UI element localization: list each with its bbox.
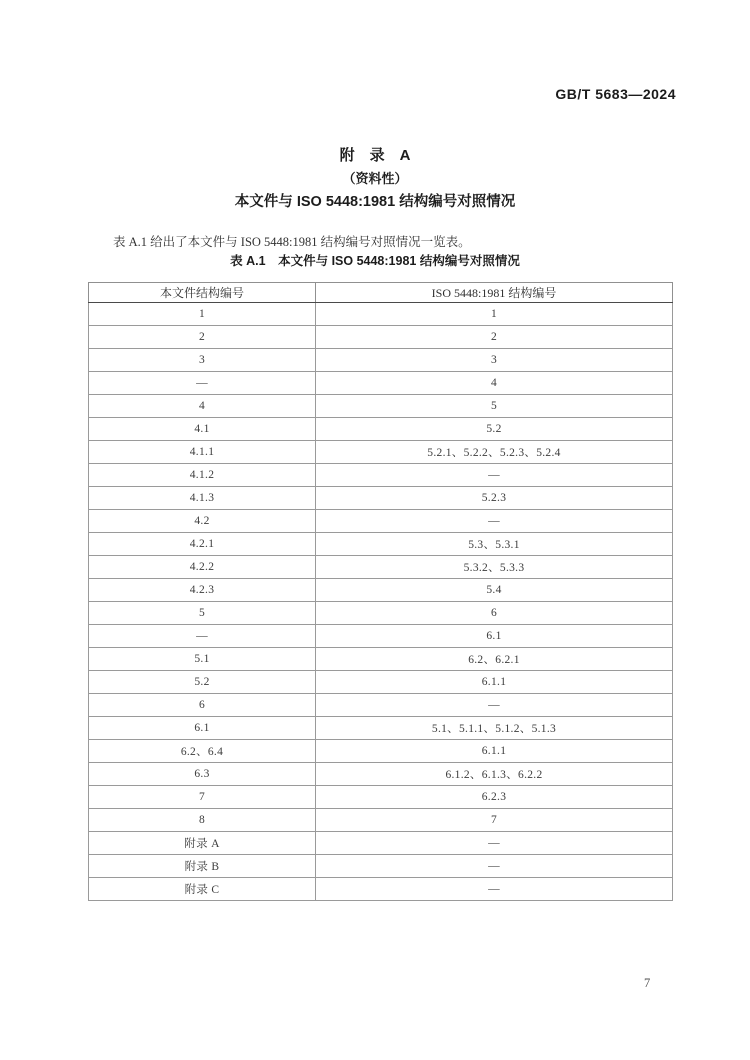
table-cell: 4 — [316, 372, 673, 395]
table-row — [89, 418, 673, 441]
table-cell: 5 — [89, 602, 316, 625]
table-cell: 5.2.1、5.2.2、5.2.3、5.2.4 — [316, 441, 673, 464]
table-cell: — — [316, 510, 673, 533]
table-cell: 4.1.1 — [89, 441, 316, 464]
table-cell: 6.2、6.4 — [89, 740, 316, 763]
table-cell: 6.2、6.2.1 — [316, 648, 673, 671]
table-cell: — — [316, 832, 673, 855]
table-cell: 5.3、5.3.1 — [316, 533, 673, 556]
table-header-row — [89, 283, 673, 303]
table-row — [89, 855, 673, 878]
table-row — [89, 303, 673, 326]
table-cell: — — [316, 855, 673, 878]
table-row — [89, 694, 673, 717]
table-cell: 5 — [316, 395, 673, 418]
table-row — [89, 878, 673, 901]
table-row — [89, 510, 673, 533]
structure-comparison-table — [88, 282, 673, 901]
table-cell: 4.2.3 — [89, 579, 316, 602]
table-cell: 6.1 — [89, 717, 316, 740]
table-row — [89, 740, 673, 763]
table-row — [89, 326, 673, 349]
table-row — [89, 832, 673, 855]
table-cell: — — [316, 694, 673, 717]
table-row — [89, 487, 673, 510]
table-row — [89, 441, 673, 464]
table-cell: 5.1 — [89, 648, 316, 671]
table-cell: 5.2 — [89, 671, 316, 694]
table-caption: 表 A.1 本文件与 ISO 5448:1981 结构编号对照情况 — [230, 254, 520, 268]
column-header-iso: ISO 5448:1981 结构编号 — [316, 283, 673, 303]
table-cell: 4 — [89, 395, 316, 418]
table-cell: 5.2 — [316, 418, 673, 441]
page-number: 7 — [644, 976, 651, 990]
table-row — [89, 464, 673, 487]
appendix-title: 本文件与 ISO 5448:1981 结构编号对照情况 — [234, 194, 516, 210]
table-cell: 6 — [316, 602, 673, 625]
table-cell: — — [89, 372, 316, 395]
table-cell: 1 — [89, 303, 316, 326]
table-cell: 4.1.3 — [89, 487, 316, 510]
table-cell: 1 — [316, 303, 673, 326]
table-row — [89, 809, 673, 832]
table-row — [89, 786, 673, 809]
table-row — [89, 533, 673, 556]
table-cell: 6.1 — [316, 625, 673, 648]
table-cell: 附录 C — [89, 878, 316, 901]
table-cell: 4.1.2 — [89, 464, 316, 487]
table-cell: 4.2 — [89, 510, 316, 533]
table-row — [89, 372, 673, 395]
table-cell: 4.2.1 — [89, 533, 316, 556]
table-cell: 5.3.2、5.3.3 — [316, 556, 673, 579]
column-header-this-document: 本文件结构编号 — [89, 283, 316, 303]
table-row — [89, 717, 673, 740]
table-cell: 附录 A — [89, 832, 316, 855]
table-cell: 附录 B — [89, 855, 316, 878]
table-row — [89, 579, 673, 602]
table-row — [89, 625, 673, 648]
table-cell: 7 — [316, 809, 673, 832]
table-cell: 6.3 — [89, 763, 316, 786]
table-cell: 6 — [89, 694, 316, 717]
appendix-classification: （资料性） — [342, 171, 408, 186]
table-cell: 5.1、5.1.1、5.1.2、5.1.3 — [316, 717, 673, 740]
table-cell: 2 — [316, 326, 673, 349]
table-row — [89, 395, 673, 418]
table-cell: 6.1.2、6.1.3、6.2.2 — [316, 763, 673, 786]
table-cell: 5.4 — [316, 579, 673, 602]
standard-number: GB/T 5683—2024 — [555, 86, 676, 102]
table-cell: 7 — [89, 786, 316, 809]
table-cell: 6.1.1 — [316, 740, 673, 763]
table-cell: 3 — [316, 349, 673, 372]
table-row — [89, 602, 673, 625]
table-cell: 2 — [89, 326, 316, 349]
table-row — [89, 763, 673, 786]
table-cell: — — [316, 464, 673, 487]
table-cell: 6.2.3 — [316, 786, 673, 809]
table-cell: — — [316, 878, 673, 901]
table-row — [89, 349, 673, 372]
appendix-label: 附 录 A — [339, 147, 411, 164]
table-cell: 8 — [89, 809, 316, 832]
table-row — [89, 556, 673, 579]
table-cell: 6.1.1 — [316, 671, 673, 694]
table-cell: 5.2.3 — [316, 487, 673, 510]
table-cell: 4.1 — [89, 418, 316, 441]
table-cell: — — [89, 625, 316, 648]
table-row — [89, 671, 673, 694]
table-cell: 4.2.2 — [89, 556, 316, 579]
intro-paragraph: 表 A.1 给出了本文件与 ISO 5448:1981 结构编号对照情况一览表。 — [113, 234, 471, 249]
table-row — [89, 648, 673, 671]
table-cell: 3 — [89, 349, 316, 372]
